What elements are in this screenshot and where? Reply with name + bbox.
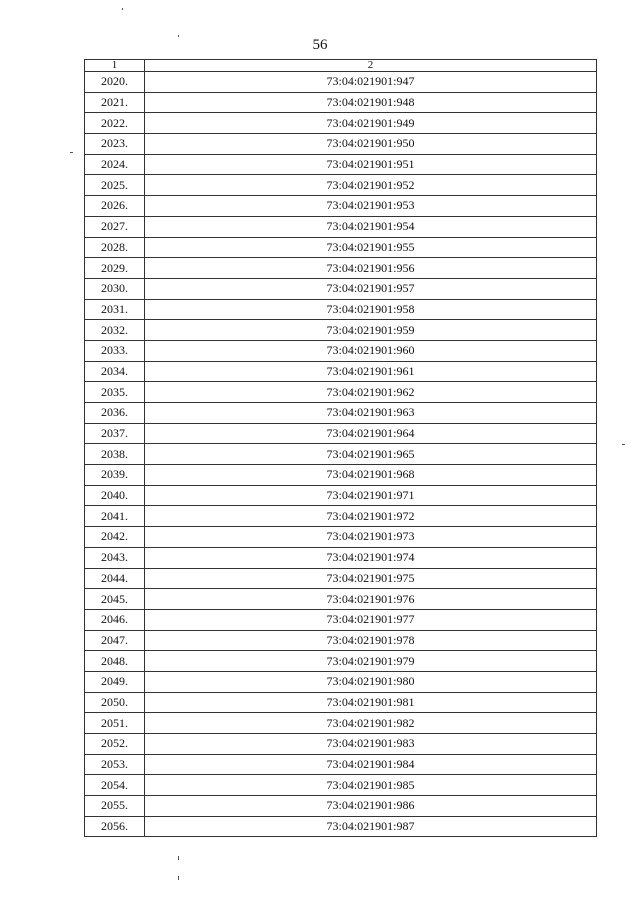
table-row xyxy=(85,403,597,424)
row-number-cell: 2042. xyxy=(85,527,145,548)
cadastral-number-cell: 73:04:021901:961 xyxy=(145,361,597,382)
cadastral-number-cell: 73:04:021901:952 xyxy=(145,175,597,196)
row-number-cell: 2024. xyxy=(85,154,145,175)
cadastral-number-cell: 73:04:021901:986 xyxy=(145,796,597,817)
table-row xyxy=(85,423,597,444)
cadastral-number-cell: 73:04:021901:973 xyxy=(145,527,597,548)
cadastral-number-table xyxy=(84,59,597,837)
table-row xyxy=(85,92,597,113)
table-row xyxy=(85,527,597,548)
row-number-cell: 2039. xyxy=(85,465,145,486)
cadastral-number-cell: 73:04:021901:976 xyxy=(145,589,597,610)
row-number-cell: 2031. xyxy=(85,299,145,320)
cadastral-number-cell: 73:04:021901:987 xyxy=(145,816,597,837)
table-row xyxy=(85,651,597,672)
row-number-cell: 2038. xyxy=(85,444,145,465)
cadastral-number-cell: 73:04:021901:984 xyxy=(145,754,597,775)
table-row xyxy=(85,589,597,610)
row-number-cell: 2043. xyxy=(85,547,145,568)
row-number-cell: 2047. xyxy=(85,630,145,651)
cadastral-number-cell: 73:04:021901:958 xyxy=(145,299,597,320)
scan-speck xyxy=(178,35,179,37)
scan-speck xyxy=(122,8,123,10)
cadastral-number-cell: 73:04:021901:956 xyxy=(145,258,597,279)
table-row xyxy=(85,465,597,486)
row-number-cell: 2033. xyxy=(85,340,145,361)
scan-speck xyxy=(178,876,179,880)
row-number-cell: 2022. xyxy=(85,113,145,134)
row-number-cell: 2040. xyxy=(85,485,145,506)
cadastral-number-cell: 73:04:021901:951 xyxy=(145,154,597,175)
table-row xyxy=(85,816,597,837)
cadastral-number-cell: 73:04:021901:953 xyxy=(145,196,597,217)
row-number-cell: 2036. xyxy=(85,403,145,424)
row-number-cell: 2049. xyxy=(85,671,145,692)
cadastral-number-cell: 73:04:021901:982 xyxy=(145,713,597,734)
cadastral-number-cell: 73:04:021901:972 xyxy=(145,506,597,527)
table-row xyxy=(85,72,597,93)
table-row xyxy=(85,216,597,237)
row-number-cell: 2055. xyxy=(85,796,145,817)
table-row xyxy=(85,485,597,506)
row-number-cell: 2041. xyxy=(85,506,145,527)
cadastral-number-cell: 73:04:021901:978 xyxy=(145,630,597,651)
cadastral-number-cell: 73:04:021901:954 xyxy=(145,216,597,237)
table-header-row xyxy=(85,60,597,72)
row-number-cell: 2029. xyxy=(85,258,145,279)
cadastral-number-cell: 73:04:021901:981 xyxy=(145,692,597,713)
table-row xyxy=(85,134,597,155)
cadastral-number-cell: 73:04:021901:979 xyxy=(145,651,597,672)
row-number-cell: 2020. xyxy=(85,72,145,93)
table-row xyxy=(85,630,597,651)
row-number-cell: 2034. xyxy=(85,361,145,382)
table-row xyxy=(85,258,597,279)
row-number-cell: 2037. xyxy=(85,423,145,444)
row-number-cell: 2046. xyxy=(85,609,145,630)
column-header-number: 1 xyxy=(85,60,145,72)
row-number-cell: 2051. xyxy=(85,713,145,734)
cadastral-number-cell: 73:04:021901:950 xyxy=(145,134,597,155)
cadastral-number-cell: 73:04:021901:963 xyxy=(145,403,597,424)
cadastral-number-cell: 73:04:021901:977 xyxy=(145,609,597,630)
cadastral-number-cell: 73:04:021901:962 xyxy=(145,382,597,403)
cadastral-number-cell: 73:04:021901:960 xyxy=(145,340,597,361)
cadastral-number-cell: 73:04:021901:955 xyxy=(145,237,597,258)
row-number-cell: 2032. xyxy=(85,320,145,341)
table-header xyxy=(85,60,597,72)
table-row xyxy=(85,671,597,692)
row-number-cell: 2030. xyxy=(85,278,145,299)
table-row xyxy=(85,734,597,755)
cadastral-number-cell: 73:04:021901:947 xyxy=(145,72,597,93)
row-number-cell: 2021. xyxy=(85,92,145,113)
table-row xyxy=(85,196,597,217)
table-row xyxy=(85,609,597,630)
table-row xyxy=(85,154,597,175)
cadastral-number-cell: 73:04:021901:957 xyxy=(145,278,597,299)
table-row xyxy=(85,692,597,713)
row-number-cell: 2044. xyxy=(85,568,145,589)
table-row xyxy=(85,775,597,796)
table-row xyxy=(85,175,597,196)
row-number-cell: 2056. xyxy=(85,816,145,837)
scan-speck xyxy=(178,856,179,860)
row-number-cell: 2050. xyxy=(85,692,145,713)
cadastral-number-cell: 73:04:021901:983 xyxy=(145,734,597,755)
table-row xyxy=(85,547,597,568)
table-row xyxy=(85,754,597,775)
column-header-cadastral-number: 2 xyxy=(145,60,597,72)
scan-speck xyxy=(622,444,625,445)
table-row xyxy=(85,299,597,320)
cadastral-number-cell: 73:04:021901:974 xyxy=(145,547,597,568)
row-number-cell: 2048. xyxy=(85,651,145,672)
row-number-cell: 2023. xyxy=(85,134,145,155)
page-number: 56 xyxy=(312,37,328,53)
cadastral-number-cell: 73:04:021901:949 xyxy=(145,113,597,134)
table-row xyxy=(85,568,597,589)
row-number-cell: 2035. xyxy=(85,382,145,403)
table-body xyxy=(85,72,597,837)
table-row xyxy=(85,796,597,817)
cadastral-number-cell: 73:04:021901:980 xyxy=(145,671,597,692)
row-number-cell: 2028. xyxy=(85,237,145,258)
table-row xyxy=(85,713,597,734)
row-number-cell: 2052. xyxy=(85,734,145,755)
table-row xyxy=(85,382,597,403)
cadastral-number-cell: 73:04:021901:948 xyxy=(145,92,597,113)
row-number-cell: 2026. xyxy=(85,196,145,217)
row-number-cell: 2027. xyxy=(85,216,145,237)
scan-speck xyxy=(70,152,73,153)
cadastral-number-cell: 73:04:021901:964 xyxy=(145,423,597,444)
row-number-cell: 2053. xyxy=(85,754,145,775)
cadastral-number-cell: 73:04:021901:968 xyxy=(145,465,597,486)
row-number-cell: 2025. xyxy=(85,175,145,196)
cadastral-number-cell: 73:04:021901:975 xyxy=(145,568,597,589)
table-row xyxy=(85,237,597,258)
table-row xyxy=(85,278,597,299)
table-row xyxy=(85,340,597,361)
table-row xyxy=(85,320,597,341)
cadastral-number-cell: 73:04:021901:985 xyxy=(145,775,597,796)
table-row xyxy=(85,361,597,382)
cadastral-number-cell: 73:04:021901:971 xyxy=(145,485,597,506)
cadastral-number-cell: 73:04:021901:959 xyxy=(145,320,597,341)
table-row xyxy=(85,113,597,134)
table-row xyxy=(85,506,597,527)
table-row xyxy=(85,444,597,465)
cadastral-number-cell: 73:04:021901:965 xyxy=(145,444,597,465)
row-number-cell: 2045. xyxy=(85,589,145,610)
row-number-cell: 2054. xyxy=(85,775,145,796)
